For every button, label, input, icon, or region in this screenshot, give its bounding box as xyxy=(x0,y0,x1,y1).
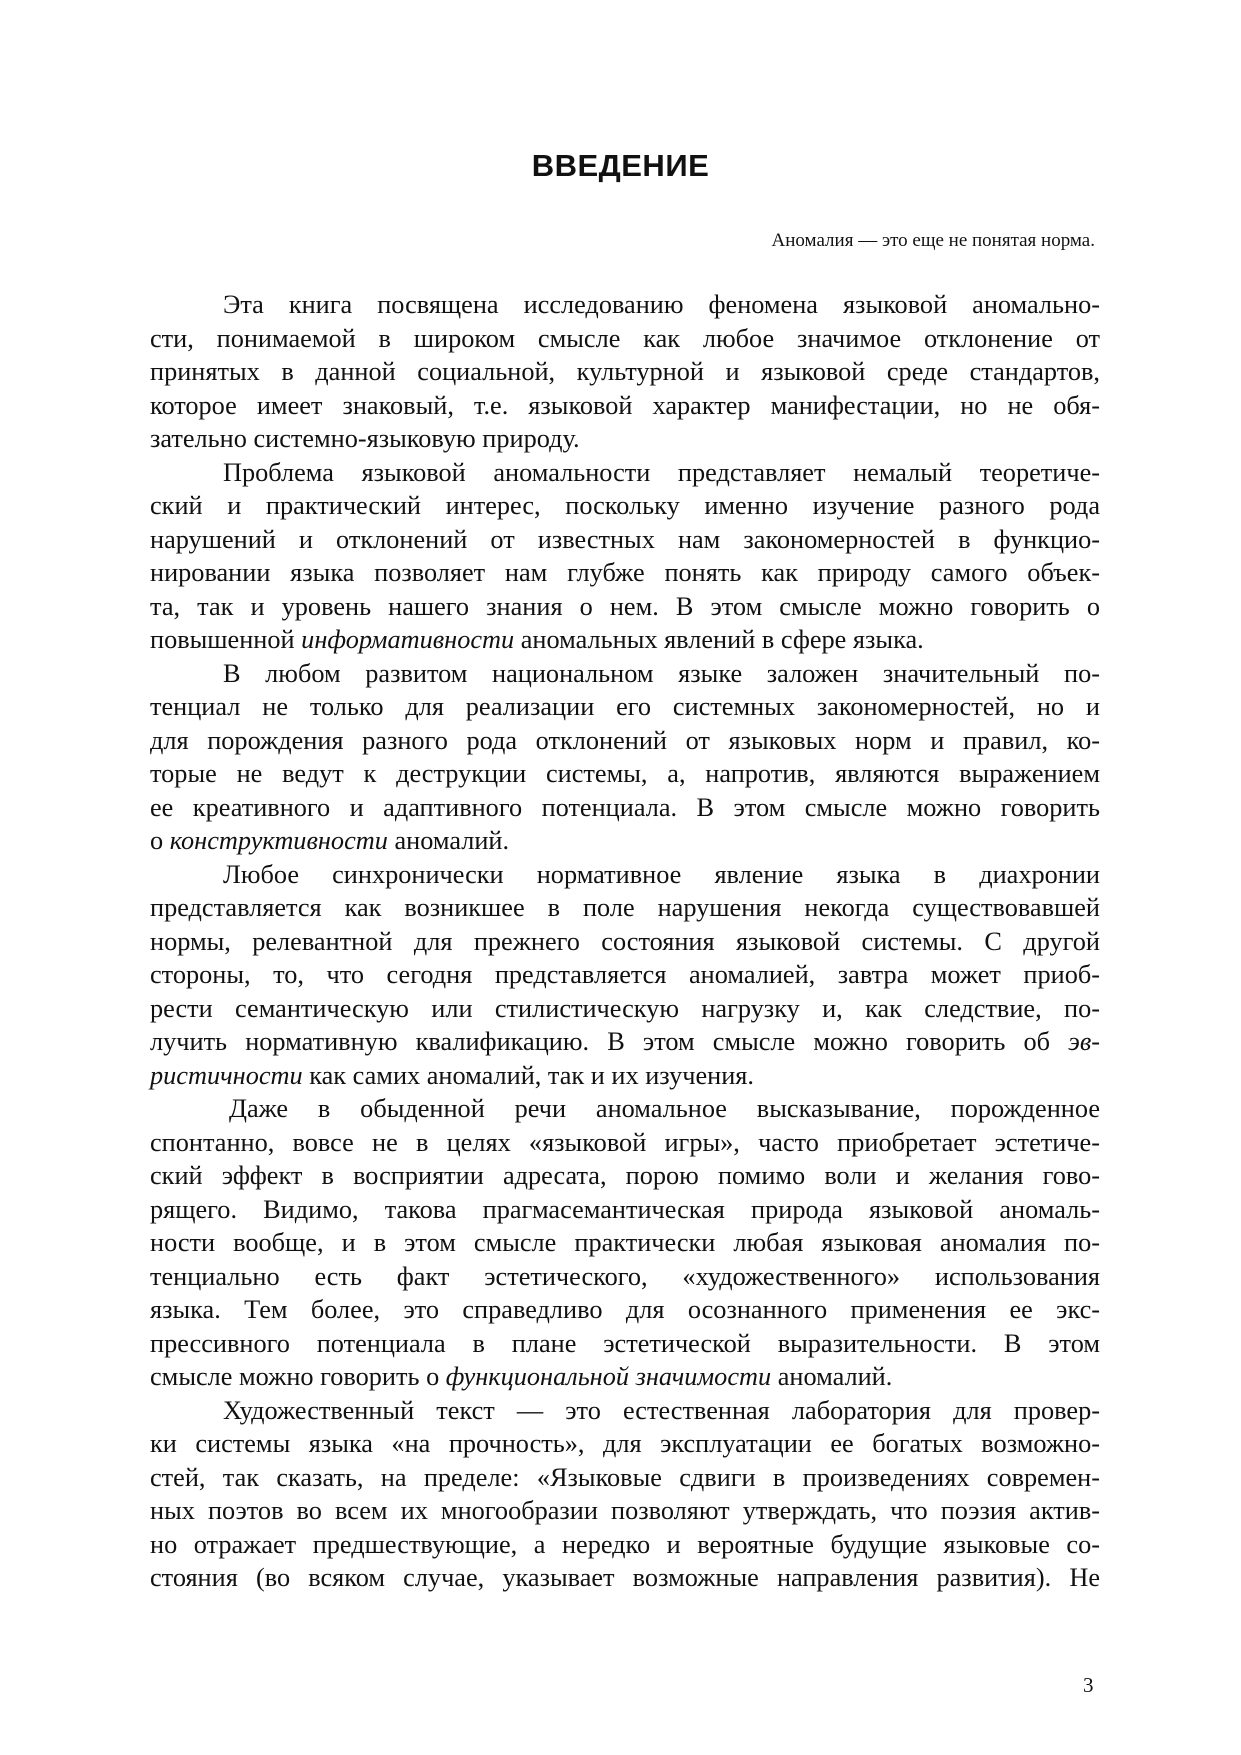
text-line xyxy=(150,322,1100,356)
text-segment: принятых в данной социальной, культурной и языковой среде стандартов, xyxy=(150,357,1100,386)
text-segment: аномалий. xyxy=(771,1362,893,1391)
text-line xyxy=(150,824,1100,858)
text-segment: ский эффект в восприятии адресата, порою помимо воли и желания гово- xyxy=(150,1161,1100,1190)
text-segment: аномальных явлений в сфере языка. xyxy=(514,625,924,654)
text-segment: ее креативного и адаптивного потенциала. В этом смысле можно говорить xyxy=(150,792,1100,822)
text-segment: прессивного потенциала в плане эстетической выразительности. В этом xyxy=(150,1328,1100,1358)
text-segment: аномалий. xyxy=(387,826,510,855)
text-segment: стороны, то, что сегодня представляется аномалией, завтра может приоб- xyxy=(150,960,1100,989)
text-line xyxy=(150,1293,1100,1327)
paragraph xyxy=(150,657,1100,858)
text-segment: рящего. Видимо, такова прагмасемантическая природа языковой аномаль- xyxy=(150,1194,1100,1224)
epigraph: Аномалия — это еще не понятая норма. xyxy=(771,230,1095,251)
text-line xyxy=(150,690,1100,724)
text-line xyxy=(150,556,1100,590)
text-line xyxy=(150,523,1100,557)
text-line xyxy=(150,1494,1100,1528)
text-line xyxy=(150,1327,1100,1361)
text-line xyxy=(150,992,1100,1026)
text-line xyxy=(150,422,1100,456)
body-text xyxy=(150,288,1100,1595)
text-line xyxy=(150,1461,1100,1495)
text-segment: сти, понимаемой в широком смысле как любое значимое отклонение от xyxy=(150,323,1100,353)
text-segment: ки системы языка «на прочность», для эксплуатации ее богатых возможно- xyxy=(150,1429,1100,1458)
text-segment: нормы, релевантной для прежнего состояния языковой системы. С другой xyxy=(150,926,1100,956)
text-line xyxy=(150,724,1100,758)
text-line xyxy=(150,1260,1100,1294)
text-line xyxy=(150,891,1100,925)
paragraph xyxy=(150,858,1100,1093)
italic-term: конструктивности xyxy=(169,826,388,855)
text-segment: ности вообще, и в этом смысле практически любая языковая аномалия по- xyxy=(150,1228,1100,1257)
text-segment: но отражает предшествующие, а нередко и вероятные будущие языковые со- xyxy=(150,1529,1100,1559)
text-segment: спонтанно, вовсе не в целях «языковой игры», часто приобретает эстетиче- xyxy=(150,1127,1100,1157)
text-segment: которое имеет знаковый, т.е. языковой характер манифестации, но не обя- xyxy=(150,390,1100,420)
text-segment: стей, так сказать, на пределе: «Языковые сдвиги в произведениях современ- xyxy=(150,1462,1100,1492)
text-segment: Даже в обыденной речи аномальное высказывание, порожденное xyxy=(229,1094,1100,1123)
text-line xyxy=(150,1059,1100,1093)
text-line xyxy=(150,1193,1100,1227)
text-line xyxy=(150,288,1100,322)
text-segment: зательно системно-языковую природу. xyxy=(150,424,580,453)
text-line xyxy=(150,925,1100,959)
paragraph xyxy=(150,1394,1100,1595)
text-line xyxy=(150,489,1100,523)
text-segment: для порождения разного рода отклонений от языковых норм и правил, ко- xyxy=(150,725,1100,755)
text-segment: тенциально есть факт эстетического, «художественного» использования xyxy=(150,1261,1100,1291)
italic-term: эв- xyxy=(1068,1027,1100,1056)
text-segment: ский и практический интерес, поскольку именно изучение разного рода xyxy=(150,491,1100,520)
text-segment: Эта книга посвящена исследованию феномена языковой аномально- xyxy=(223,290,1100,319)
text-segment: представляется как возникшее в поле нарушения некогда существовавшей xyxy=(150,893,1100,922)
italic-term: функциональной значимости xyxy=(445,1362,772,1391)
text-line xyxy=(150,657,1100,691)
text-segment: стояния (во всяком случае, указывает возможные направления развития). Не xyxy=(150,1563,1100,1592)
text-line xyxy=(150,958,1100,992)
text-line xyxy=(150,791,1100,825)
text-segment: о xyxy=(150,826,170,855)
text-segment: повышенной xyxy=(150,625,302,654)
chapter-title: ВВЕДЕНИЕ xyxy=(531,148,710,183)
italic-term: информативности xyxy=(301,625,515,654)
text-segment: языка. Тем более, это справедливо для осознанного применения ее экс- xyxy=(150,1295,1100,1324)
page-number: 3 xyxy=(1083,1673,1094,1697)
text-segment: Художественный текст — это естественная лаборатория для провер- xyxy=(223,1395,1100,1425)
text-line xyxy=(150,456,1100,490)
text-segment: ных поэтов во всем их многообразии позволяют утверждать, что поэзия актив- xyxy=(150,1496,1100,1525)
text-line xyxy=(150,757,1100,791)
text-line xyxy=(150,1561,1100,1595)
text-line xyxy=(150,1226,1100,1260)
text-segment: Любое синхронически нормативное явление языка в диахронии xyxy=(223,859,1100,889)
text-segment: лучить нормативную квалификацию. В этом смысле можно говорить об xyxy=(150,1027,1069,1056)
text-line xyxy=(150,1427,1100,1461)
text-line xyxy=(150,1159,1100,1193)
text-segment: рести семантическую или стилистическую нагрузку и, как следствие, по- xyxy=(150,993,1100,1023)
text-segment: смысле можно говорить о xyxy=(150,1362,446,1391)
text-line xyxy=(150,1092,1100,1126)
paragraph xyxy=(150,1092,1100,1394)
paragraph xyxy=(150,288,1100,456)
italic-term: ристичности xyxy=(150,1060,303,1090)
text-line xyxy=(150,1126,1100,1160)
text-line xyxy=(150,590,1100,624)
text-line xyxy=(150,858,1100,892)
text-segment: как самих аномалий, так и их изучения. xyxy=(302,1060,754,1090)
text-segment: та, так и уровень нашего знания о нем. В этом смысле можно говорить о xyxy=(150,591,1100,621)
text-line xyxy=(150,355,1100,389)
text-line xyxy=(150,1360,1100,1394)
text-line xyxy=(150,389,1100,423)
text-segment: тенциал не только для реализации его системных закономерностей, но и xyxy=(150,692,1100,721)
text-segment: нировании языка позволяет нам глубже понять как природу самого объек- xyxy=(150,558,1100,587)
text-line xyxy=(150,623,1100,657)
text-segment: торые не ведут к деструкции системы, а, напротив, являются выражением xyxy=(150,759,1100,788)
text-segment: нарушений и отклонений от известных нам закономерностей в функцио- xyxy=(150,524,1100,554)
text-segment: В любом развитом национальном языке заложен значительный по- xyxy=(223,658,1100,688)
text-segment: Проблема языковой аномальности представляет немалый теоретиче- xyxy=(223,457,1100,487)
text-line xyxy=(150,1528,1100,1562)
text-line xyxy=(150,1025,1100,1059)
paragraph xyxy=(150,456,1100,657)
text-line xyxy=(150,1394,1100,1428)
